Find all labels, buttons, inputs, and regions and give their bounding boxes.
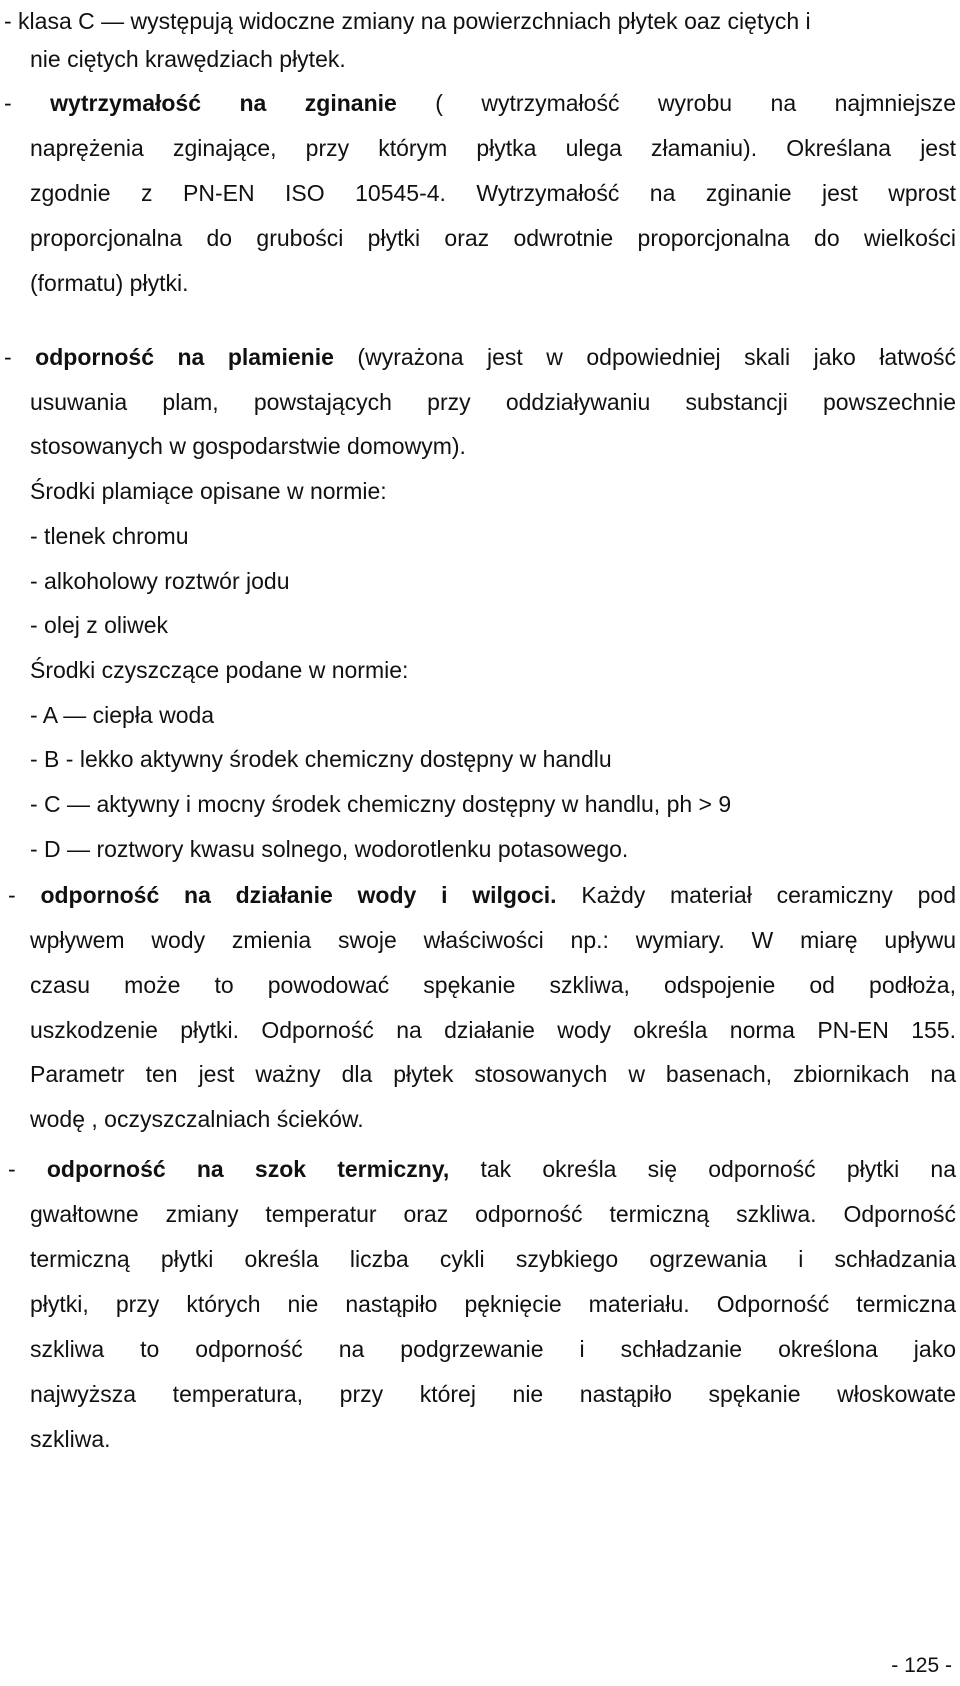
list-item: - tlenek chromu (30, 523, 189, 549)
text-line: proporcjonalna do grubości płytki oraz odwrotnie proporcjonalna do wielkości (30, 225, 956, 251)
text-line: Parametr ten jest ważny dla płytek stosowanych w basenach, zbiornikach na (30, 1061, 956, 1087)
list-item: - D — roztwory kwasu solnego, wodorotlenku potasowego. (30, 836, 629, 862)
text-line: nie ciętych krawędziach płytek. (30, 46, 346, 72)
text-line: - klasa C — występują widoczne zmiany na powierzchniach płytek oaz ciętych i (4, 8, 811, 34)
text-line: (formatu) płytki. (30, 270, 189, 296)
text-line: szkliwa to odporność na podgrzewanie i schładzanie określona jako (30, 1336, 956, 1362)
paragraph-bending-first-line: - wytrzymałość na zginanie ( wytrzymałość wyrobu na najmniejsze (4, 90, 957, 116)
text-line: gwałtowne zmiany temperatur oraz odporność termiczną szkliwa. Odporność (30, 1201, 956, 1227)
text-line: szkliwa. (30, 1426, 111, 1452)
text-line: stosowanych w gospodarstwie domowym). (30, 433, 466, 459)
bold-term-water: odporność na działanie wody i wilgoci. (40, 882, 557, 908)
list-item: - C — aktywny i mocny środek chemiczny dostępny w handlu, ph > 9 (30, 791, 732, 817)
text-line: Środki czyszczące podane w normie: (30, 657, 409, 683)
text-line: najwyższa temperatura, przy której nie nastąpiło spękanie włoskowate (30, 1381, 956, 1407)
bold-term-stains: odporność na plamienie (35, 344, 334, 370)
text-line: płytki, przy których nie nastąpiło pęknięcie materiału. Odporność termiczna (30, 1291, 956, 1317)
paragraph-thermal-first-line: - odporność na szok termiczny, tak określa się odporność płytki na (8, 1156, 957, 1182)
text-line: Środki plamiące opisane w normie: (30, 478, 387, 504)
bold-term-bending: wytrzymałość na zginanie (50, 90, 397, 116)
paragraph-water-first-line: - odporność na działanie wody i wilgoci. Każdy materiał ceramiczny pod (8, 882, 957, 908)
text-line: czasu może to powodować spękanie szkliwa, odspojenie od podłoża, (30, 972, 956, 998)
list-item: - B - lekko aktywny środek chemiczny dostępny w handlu (30, 746, 612, 772)
text-line: uszkodzenie płytki. Odporność na działanie wody określa norma PN-EN 155. (30, 1017, 956, 1043)
bold-term-thermal: odporność na szok termiczny, (46, 1156, 450, 1182)
page-number: - 125 - (891, 1654, 952, 1677)
paragraph-stains-first-line: - odporność na plamienie (wyrażona jest w odpowiedniej skali jako łatwość (4, 344, 957, 370)
text-line: termiczną płytki określa liczba cykli szybkiego ogrzewania i schładzania (30, 1246, 956, 1272)
text-line: wodę , oczyszczalniach ścieków. (30, 1106, 364, 1132)
text-line: zgodnie z PN-EN ISO 10545-4. Wytrzymałość na zginanie jest wprost (30, 180, 956, 206)
text-line: naprężenia zginające, przy którym płytka ulega złamaniu). Określana jest (30, 135, 956, 161)
list-item: - alkoholowy roztwór jodu (30, 568, 290, 594)
list-item: - olej z oliwek (30, 612, 169, 638)
list-item: - A — ciepła woda (30, 702, 215, 728)
text-line: wpływem wody zmienia swoje właściwości np.: wymiary. W miarę upływu (30, 927, 956, 953)
text-line: usuwania plam, powstających przy oddziaływaniu substancji powszechnie (30, 389, 956, 415)
